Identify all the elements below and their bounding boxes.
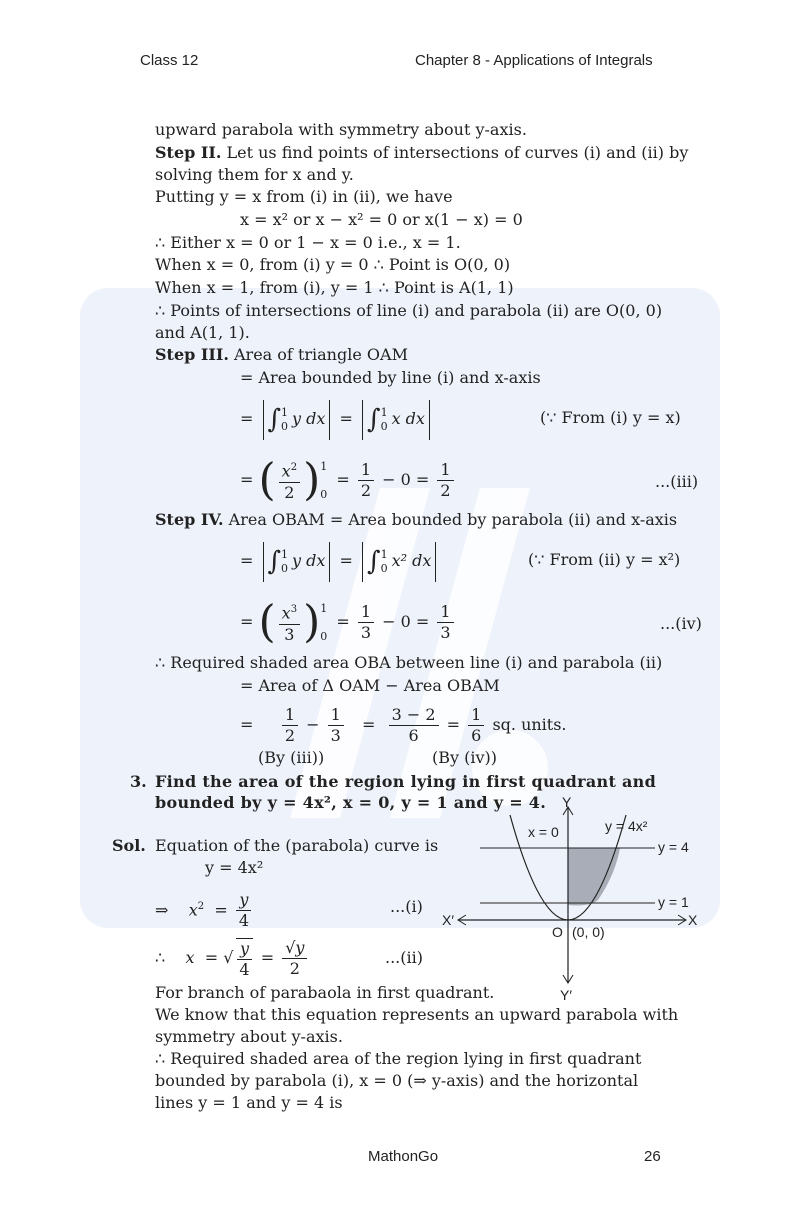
shaded-region bbox=[568, 848, 620, 905]
step-3 bbox=[155, 345, 408, 365]
ref: (By (iv)) bbox=[432, 748, 498, 767]
label-y-prime: Y′ bbox=[560, 987, 572, 1003]
label-y1: y = 1 bbox=[658, 894, 689, 910]
step-label: Step IV. bbox=[155, 510, 224, 529]
label-x: X bbox=[688, 912, 698, 928]
text-line: solving them for x and y. bbox=[155, 165, 354, 184]
equation-line: x = x² or x − x² = 0 or x(1 − x) = 0 bbox=[240, 210, 523, 229]
text-line: upward parabola with symmetry about y-axis. bbox=[155, 120, 527, 139]
text-line: ∴ Points of intersections of line (i) and parabola (ii) are O(0, 0) bbox=[155, 301, 663, 320]
equation-final: = $\frac{1}{2}$ − $\frac{1}{3}$ = $\frac{3 - 2}{6}$ = $\frac{1}{6}$ sq. units. bbox=[240, 705, 567, 745]
footer-brand: MathonGo bbox=[368, 1148, 439, 1165]
text-line: When x = 1, from (i), y = 1 ∴ Point is A(1, 1) bbox=[155, 278, 514, 297]
parabola-figure bbox=[440, 795, 710, 1005]
step-label: Step II. bbox=[155, 143, 222, 162]
sol-label: Sol. bbox=[112, 836, 146, 855]
step-4 bbox=[155, 510, 677, 530]
integrand: x dx bbox=[391, 409, 425, 428]
text-line: When x = 0, from (i) y = 0 ∴ Point is O(0, 0) bbox=[155, 255, 511, 274]
header-chapter: Chapter 8 - Applications of Integrals bbox=[415, 52, 653, 69]
equation-tag: ...(iii) bbox=[655, 472, 699, 491]
text-line: = Area of Δ OAM − Area OBAM bbox=[240, 676, 500, 695]
label-curve: y = 4x² bbox=[605, 818, 648, 834]
header-class: Class 12 bbox=[140, 52, 199, 69]
step-2 bbox=[155, 143, 688, 163]
text-line: lines y = 1 and y = 4 is bbox=[155, 1093, 343, 1112]
equation-xsq: ⇒ $x^2$ = $\frac{y}{4}$ bbox=[155, 885, 255, 929]
text-line: We know that this equation represents an upward parabola with bbox=[155, 1005, 679, 1024]
equation-note: (∵ From (i) y = x) bbox=[540, 408, 681, 427]
label-origin: O bbox=[552, 924, 563, 940]
text-line: and A(1, 1). bbox=[155, 323, 250, 342]
integrand: x² dx bbox=[391, 551, 432, 570]
text-line: bounded by parabola (i), x = 0 (⇒ y-axis) and the horizontal bbox=[155, 1071, 639, 1090]
label-origin-coord: (0, 0) bbox=[572, 924, 605, 940]
equation-evaluation-2: = ( $\frac{x^3}{3}$ ) 1 0 = $\frac{1}{3}$ − 0 = $\frac{1}{3}$ bbox=[240, 597, 457, 647]
equation-integral-2: = ∫ 1 0 y dx = ∫ 1 0 x² dx bbox=[240, 540, 440, 582]
equation-evaluation-1: = ( $\frac{x^2}{2}$ ) 1 0 = $\frac{1}{2}$ − 0 = $\frac{1}{2}$ bbox=[240, 455, 457, 505]
step-text: Area OBAM = Area bounded by parabola (ii) and x-axis bbox=[228, 510, 678, 529]
integrand: y dx bbox=[292, 551, 326, 570]
step-text: Area of triangle OAM bbox=[234, 345, 408, 364]
equation-note: (∵ From (ii) y = x²) bbox=[528, 550, 681, 569]
text-line: ∴ Required shaded area of the region lying in first quadrant bbox=[155, 1049, 642, 1068]
question-text: Find the area of the region lying in first quadrant and bounded by y = 4x², x = 0, y = 1 and y = 4. bbox=[155, 772, 657, 812]
text-line: symmetry about y-axis. bbox=[155, 1027, 343, 1046]
text-line: Equation of the (parabola) curve is bbox=[155, 836, 439, 855]
page-number: 26 bbox=[644, 1148, 661, 1165]
label-y: Y bbox=[562, 795, 572, 810]
step-text: Let us find points of intersections of curves (i) and (ii) by bbox=[226, 143, 689, 162]
equation-x: ∴ x = √ $\frac{y}{4}$ = $\frac{√y}{2}$ bbox=[155, 935, 310, 981]
text-line: For branch of parabaola in first quadrant. bbox=[155, 983, 495, 1002]
ref: (By (iii)) bbox=[258, 748, 325, 767]
integrand: y dx bbox=[292, 409, 326, 428]
equation-line: y = 4x² bbox=[205, 858, 264, 877]
label-y4: y = 4 bbox=[658, 839, 689, 855]
text-line: Putting y = x from (i) in (ii), we have bbox=[155, 187, 453, 206]
equation-tag: ...(ii) bbox=[385, 948, 423, 967]
equation-integral-1: = ∫ 1 0 y dx = ∫ 1 0 x dx bbox=[240, 398, 434, 440]
label-x-prime: X′ bbox=[442, 912, 454, 928]
step-label: Step III. bbox=[155, 345, 229, 364]
text-line: = Area bounded by line (i) and x-axis bbox=[240, 368, 541, 387]
question-number: 3. bbox=[130, 772, 147, 791]
text-line: ∴ Either x = 0 or 1 − x = 0 i.e., x = 1. bbox=[155, 233, 461, 252]
equation-tag: ...(i) bbox=[390, 897, 423, 916]
label-x0: x = 0 bbox=[528, 824, 559, 840]
equation-tag: ...(iv) bbox=[660, 614, 702, 633]
text-line: ∴ Required shaded area OBA between line (i) and parabola (ii) bbox=[155, 653, 663, 672]
units: sq. units. bbox=[492, 715, 567, 734]
